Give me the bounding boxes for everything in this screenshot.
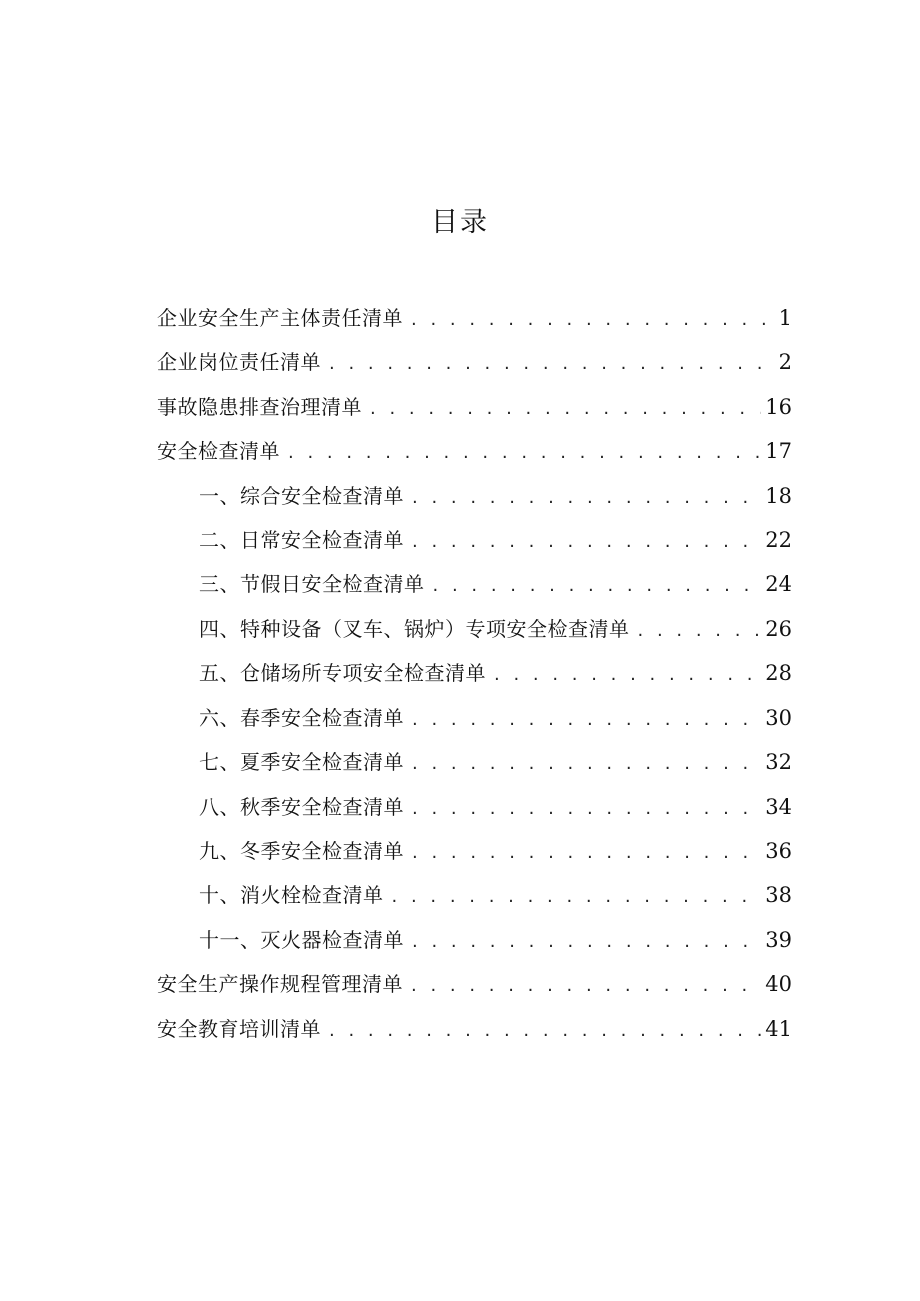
toc-entry-label: 六、春季安全检查清单 xyxy=(199,706,404,730)
toc-entry-page: 18 xyxy=(765,484,792,508)
toc-entry[interactable] xyxy=(199,481,792,511)
toc-leader-dots xyxy=(329,349,775,379)
toc-leader-dots xyxy=(412,927,761,957)
toc-entry-label: 二、日常安全检查清单 xyxy=(199,528,404,552)
toc-leader-dots xyxy=(433,571,762,601)
toc-entry-page: 41 xyxy=(765,1017,792,1041)
toc-entry-label: 十一、灭火器检查清单 xyxy=(199,928,404,952)
toc-leader-dots xyxy=(412,794,761,824)
toc-entry-label: 安全检查清单 xyxy=(157,439,280,463)
toc-entry[interactable] xyxy=(157,436,792,466)
toc-entry-label: 安全教育培训清单 xyxy=(157,1017,321,1041)
toc-entry[interactable] xyxy=(199,880,792,910)
toc-entry[interactable] xyxy=(199,614,792,644)
toc-leader-dots xyxy=(494,660,761,690)
toc-entry-page: 24 xyxy=(765,572,792,596)
toc-entry-page: 1 xyxy=(778,306,792,330)
toc-leader-dots xyxy=(411,971,761,1001)
toc-entry[interactable] xyxy=(199,792,792,822)
toc-leader-dots xyxy=(412,527,761,557)
toc-entry[interactable] xyxy=(157,969,792,999)
toc-entry[interactable] xyxy=(199,747,792,777)
toc-entry-label: 三、节假日安全检查清单 xyxy=(199,572,425,596)
toc-entry-page: 38 xyxy=(765,883,792,907)
toc-entry[interactable] xyxy=(199,658,792,688)
toc-entry-label: 一、综合安全检查清单 xyxy=(199,484,404,508)
toc-entry-label: 事故隐患排查治理清单 xyxy=(157,395,362,419)
toc-entry-label: 五、仓储场所专项安全检查清单 xyxy=(199,661,486,685)
toc-title: 目录 xyxy=(431,207,489,238)
toc-leader-dots xyxy=(411,305,775,335)
toc-entry[interactable] xyxy=(157,347,792,377)
toc-entry-page: 32 xyxy=(765,750,792,774)
toc-entry[interactable] xyxy=(199,569,792,599)
toc-entry-page: 40 xyxy=(765,972,792,996)
toc-entry-page: 26 xyxy=(765,617,792,641)
toc-entry[interactable] xyxy=(157,303,792,333)
toc-entry-page: 34 xyxy=(765,795,792,819)
toc-entry[interactable] xyxy=(199,925,792,955)
toc-leader-dots xyxy=(329,1016,761,1046)
toc-entry-label: 安全生产操作规程管理清单 xyxy=(157,972,403,996)
toc-entry-label: 八、秋季安全检查清单 xyxy=(199,795,404,819)
toc-entry-label: 四、特种设备（叉车、锅炉）专项安全检查清单 xyxy=(199,617,630,641)
toc-entry-page: 36 xyxy=(765,839,792,863)
toc-entry-page: 16 xyxy=(765,395,792,419)
toc-leader-dots xyxy=(412,749,761,779)
toc-entry[interactable] xyxy=(199,836,792,866)
toc-leader-dots xyxy=(412,483,761,513)
toc-entry[interactable] xyxy=(157,1014,792,1044)
toc-entry-label: 七、夏季安全检查清单 xyxy=(199,750,404,774)
toc-entry-page: 28 xyxy=(765,661,792,685)
toc-leader-dots xyxy=(288,438,761,468)
toc-leader-dots xyxy=(638,616,762,646)
toc-leader-dots xyxy=(412,838,761,868)
toc-entry[interactable] xyxy=(199,525,792,555)
toc-entry-label: 企业岗位责任清单 xyxy=(157,350,321,374)
toc-entry-label: 九、冬季安全检查清单 xyxy=(199,839,404,863)
toc-entry-page: 2 xyxy=(778,350,792,374)
toc-entry-page: 30 xyxy=(765,706,792,730)
toc-entry-label: 企业安全生产主体责任清单 xyxy=(157,306,403,330)
toc-entry[interactable] xyxy=(199,703,792,733)
toc-leader-dots xyxy=(392,882,762,912)
toc-leader-dots xyxy=(412,705,761,735)
toc-entry-page: 39 xyxy=(765,928,792,952)
toc-entry-page: 17 xyxy=(765,439,792,463)
toc-entry-label: 十、消火栓检查清单 xyxy=(199,883,384,907)
toc-leader-dots xyxy=(370,394,761,424)
toc-entry-page: 22 xyxy=(765,528,792,552)
toc-entry[interactable] xyxy=(157,392,792,422)
